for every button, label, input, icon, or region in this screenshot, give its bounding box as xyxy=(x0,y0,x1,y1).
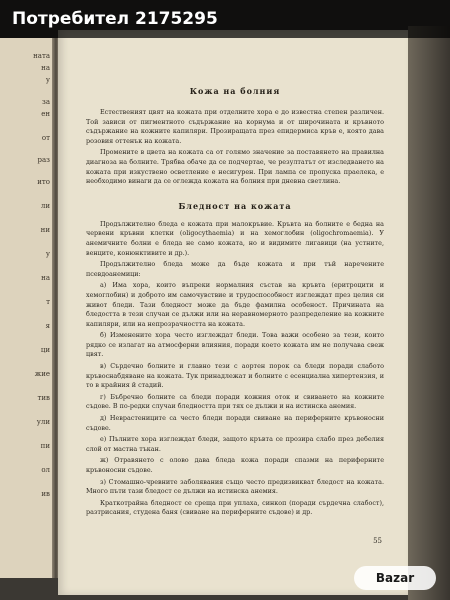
seller-banner xyxy=(0,0,450,38)
paragraph: Естественият цвят на кожата при отделните хора е до известна степен различен. Той зависи от пигментното съдържание на корнума и от широчината и кръвното съдържание на кожните капиляри. Прозиращата през епидермиса кръв е, която дава розовия оттенък на кожата. xyxy=(86,108,384,145)
left-page-fragment: на xyxy=(41,274,50,282)
left-page-fragment: ен xyxy=(41,110,50,118)
watermark-text: Bazar xyxy=(375,571,415,585)
section-heading: Бледност на кожата xyxy=(178,200,292,211)
left-page-fragment: у xyxy=(45,76,50,84)
left-page-fragment: ци xyxy=(40,346,50,354)
left-page-fragment: ито xyxy=(37,178,50,186)
section-heading: Кожа на болния xyxy=(189,86,281,96)
paragraph: а) Има хора, които въпреки нормалния състав на кръвта (еритроцити и хемоглобин) и доброто им самочувствие и трудоспособност изглеждат през целия си живот бледи. Тази бледност може да бъде фамилна особеност. Причината на бледостта в тези случаи се дължи или на неравномерното разпределение на кожните капиляри, или на непрозрачността на кожата. xyxy=(86,281,384,328)
left-page-fragment: тив xyxy=(37,394,50,402)
paragraph: Продължително бледа е кожата при малокръвие. Кръвта на болните е бедна на червени кръвни клетки (oligocythaemia) и на хемоглобин (oligochromaemia). У анемичните болни е бледа не само кожата, но и видимите лигавици (на устните, венците, конюнктивите и др.). xyxy=(86,219,384,257)
left-page-fragment: ив xyxy=(41,490,50,498)
paragraph: Промените в цвета на кожата са от голямо значение за поставянето на правилна диагноза на болните. Трябва обаче да се подчертае, че резултатът от изследването на кожата при изкуствено осветление е несигурен. При лампа се пропуска праелека, е необходимо винаги да се оглежда кожата на болния при дневна светлина. xyxy=(86,148,384,186)
left-page-fragment: я xyxy=(45,322,50,330)
page-number: 55 xyxy=(373,537,382,545)
book-page xyxy=(58,30,408,595)
paragraph: д) Неврастениците са често бледи поради свиване на периферните кръвоносни съдове. xyxy=(86,414,384,432)
paragraph: ж) Отравянето с олово дава бледа кожа поради спазми на периферните кръвоносни съдове. xyxy=(86,456,384,474)
seller-banner-text: Потребител 2175295 xyxy=(12,9,218,29)
left-page-fragment: за xyxy=(42,98,50,106)
paragraph: з) Стомашно-чревните заболявания също често предизвикват бледост на кожата. Много пъти тази бледост се дължи на истинска анемия. xyxy=(86,477,384,496)
left-page-fragment: на xyxy=(41,64,50,72)
left-page-fragment: пи xyxy=(40,442,50,450)
paragraph: г) Бъбречно болните са бледи поради кожния оток и свиването на кожните съдове. В по-редки случаи бледността при тях се дължи и на истинска анемия. xyxy=(86,392,384,411)
left-page-fragment: ули xyxy=(36,418,50,426)
paragraph: Краткотрайна бледност се среща при уплаха, синкоп (поради сърдечна слабост), разтрисания, студена баня (свиване на периферните съдове) и др. xyxy=(86,498,384,517)
paragraph: Продължително бледа може да бъде кожата и при тъй наречените псевдоанемици: xyxy=(86,260,384,278)
paragraph: е) Пълните хора изглеждат бледи, защото кръвта се прозира слабо през дебелия слой от мастна тъкан. xyxy=(86,435,384,453)
bazar-watermark-logo xyxy=(354,566,436,590)
paragraph: б) Изменените хора често изглеждат бледи. Това важи особено за тези, които рядко се излагат на атмосферни влияния, поради което кожата им не получава свеж цвят. xyxy=(86,331,384,359)
left-page-fragment: ни xyxy=(40,226,50,234)
left-page-fragment: у xyxy=(45,250,50,258)
left-page-edge xyxy=(0,38,54,578)
paragraph: в) Сърдечно болните и главно тези с аортен порок са бледи поради слабото кръвоснабдяване на кожата. Тук принадлежат и болните с есенциална хипертензия, и то в крайния й стадий. xyxy=(86,362,384,390)
left-page-fragment: от xyxy=(41,134,50,142)
right-page-edge xyxy=(408,26,450,600)
left-page-fragment: ол xyxy=(41,466,50,474)
left-page-fragment: раз xyxy=(37,156,50,164)
left-page-fragment: ли xyxy=(40,202,50,210)
left-page-fragment: жие xyxy=(34,370,50,378)
left-page-fragment: ната xyxy=(33,52,50,60)
left-page-fragment: т xyxy=(46,298,50,306)
